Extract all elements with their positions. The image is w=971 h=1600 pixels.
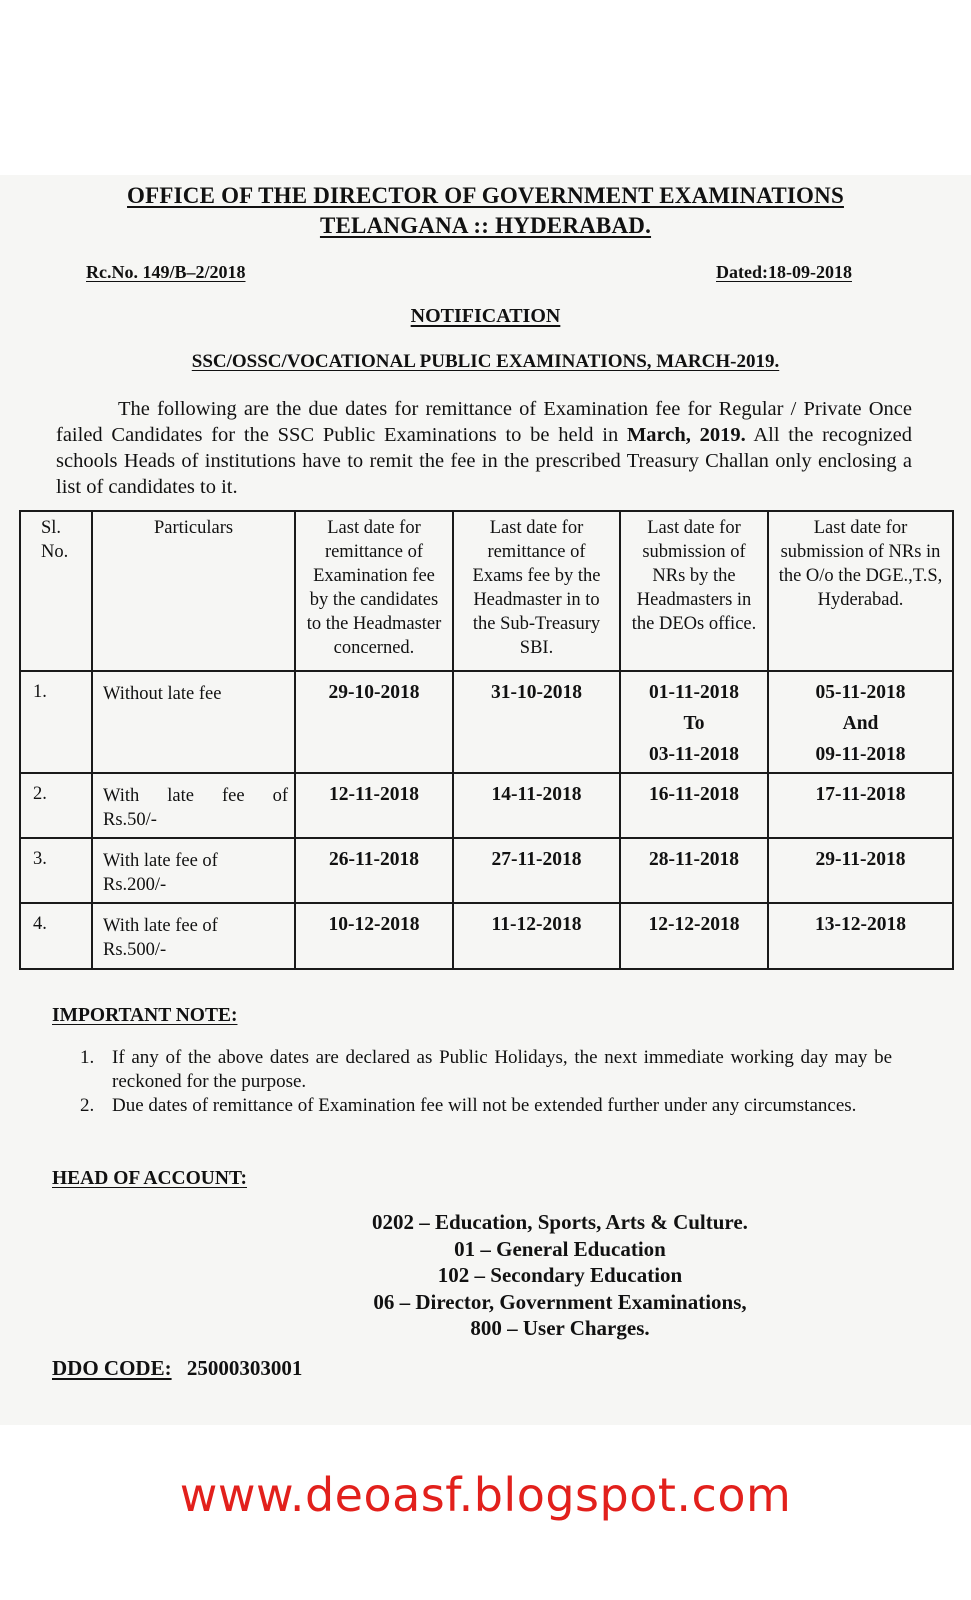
account-line: 102 – Secondary Education [437, 1263, 683, 1287]
row-date: 13-12-2018 [768, 903, 953, 969]
range-end: 03-11-2018 [649, 744, 739, 765]
row-particulars [92, 903, 295, 969]
header-nr-submission-dge: Last date for submission of NRs in the O/o the DGE.,T.S, Hyderabad. [768, 511, 953, 671]
header-sl-no: Sl. No. [20, 511, 92, 671]
row-date: 31-10-2018 [453, 671, 620, 773]
list-item-text: If any of the above dates are declared as Public Holidays, the next immediate working day may be reckoned for the purpose. [112, 1047, 892, 1092]
range-start: 05-11-2018 [815, 682, 906, 703]
table-row [20, 838, 953, 903]
range-to: To [683, 713, 705, 734]
intro-exam-month: March, 2019. [626, 424, 746, 446]
particulars-word: late [167, 786, 194, 806]
important-note-heading: IMPORTANT NOTE: [52, 1005, 238, 1026]
row-date: 26-11-2018 [295, 838, 453, 903]
row-date: 28-11-2018 [620, 838, 768, 903]
header-particulars: Particulars [92, 511, 295, 671]
row-date: 12-11-2018 [295, 773, 453, 838]
row-sl: 1. [20, 671, 92, 773]
list-item [80, 1046, 892, 1094]
ddo-code-label: DDO CODE: [52, 1356, 172, 1380]
row-particulars: Without late fee [92, 671, 295, 773]
notification-subject: SSC/OSSC/VOCATIONAL PUBLIC EXAMINATIONS, MARCH-2019. [191, 351, 780, 372]
header-candidate-remittance: Last date for remittance of Examination fee by the candidates to the Headmaster concerned. [295, 511, 453, 671]
office-location: TELANGANA :: HYDERABAD. [319, 213, 652, 238]
table-header-row [20, 511, 953, 671]
row-date-range [620, 671, 768, 773]
row-particulars [92, 773, 295, 838]
row-date: 17-11-2018 [768, 773, 953, 838]
range-start: 01-11-2018 [649, 682, 739, 703]
row-date: 12-12-2018 [620, 903, 768, 969]
account-line: 0202 – Education, Sports, Arts & Culture. [372, 1210, 748, 1234]
ddo-code [52, 1356, 302, 1381]
header-nr-submission-deo: Last date for submission of NRs by the Headmasters in the DEOs office. [620, 511, 768, 671]
row-sl: 4. [20, 903, 92, 969]
account-line: 01 – General Education [454, 1236, 666, 1261]
particulars-word: fee [221, 786, 245, 806]
row-date-range [768, 671, 953, 773]
intro-paragraph [56, 396, 912, 500]
list-item [80, 1094, 892, 1118]
table-row [20, 773, 953, 838]
row-date: 27-11-2018 [453, 838, 620, 903]
particulars-amount: Rs.50/- [103, 810, 157, 830]
range-end: 09-11-2018 [815, 744, 906, 765]
row-date: 11-12-2018 [453, 903, 620, 969]
header-headmaster-remittance: Last date for remittance of Exams fee by the Headmaster in to the Sub-Treasury SBI. [453, 511, 620, 671]
row-sl: 3. [20, 838, 92, 903]
important-note-list [80, 1046, 892, 1118]
dated: Dated:18-09-2018 [716, 262, 852, 282]
particulars-word: With [103, 786, 140, 806]
particulars-line: With late fee of [103, 916, 218, 936]
head-of-account-lines [250, 1209, 870, 1342]
account-line: 800 – User Charges. [470, 1316, 650, 1340]
table-row [20, 903, 953, 969]
account-line: 06 – Director, Government Examinations, [373, 1289, 747, 1314]
intro-text-1: The following are the due dates for remittance of Examination fee for Regular / Private Once failed Candidates for the SSC Public Examinations to be held in [56, 398, 912, 446]
ddo-code-value: 25000303001 [186, 1356, 303, 1380]
list-item-number: 2. [80, 1095, 95, 1116]
row-date: 14-11-2018 [453, 773, 620, 838]
particulars-amount: Rs.500/- [103, 940, 167, 960]
intro-text-2: All the recognized schools Heads of institutions have to remit the fee in the prescribed Treasury Challan only enclosing a list of candidates to it. [56, 424, 913, 498]
office-title: OFFICE OF THE DIRECTOR OF GOVERNMENT EXAMINATIONS [127, 183, 844, 208]
list-item-number: 1. [80, 1047, 95, 1068]
range-and: And [842, 713, 879, 734]
row-date: 29-11-2018 [768, 838, 953, 903]
reference-number: Rc.No. 149/B–2/2018 [86, 262, 246, 282]
row-particulars [92, 838, 295, 903]
head-of-account-heading: HEAD OF ACCOUNT: [52, 1168, 247, 1189]
particulars-line [103, 784, 288, 808]
due-dates-table [19, 510, 954, 970]
website-watermark: www.deoasf.blogspot.com [179, 1468, 792, 1522]
row-date: 16-11-2018 [620, 773, 768, 838]
row-sl: 2. [20, 773, 92, 838]
particulars-amount: Rs.200/- [103, 875, 167, 895]
particulars-line: With late fee of [103, 851, 218, 871]
row-date: 29-10-2018 [295, 671, 453, 773]
notification-heading: NOTIFICATION [410, 305, 561, 327]
list-item-text: Due dates of remittance of Examination fee will not be extended further under any circumstances. [112, 1095, 857, 1116]
row-date: 10-12-2018 [295, 903, 453, 969]
particulars-word: of [272, 786, 288, 806]
table-row [20, 671, 953, 773]
